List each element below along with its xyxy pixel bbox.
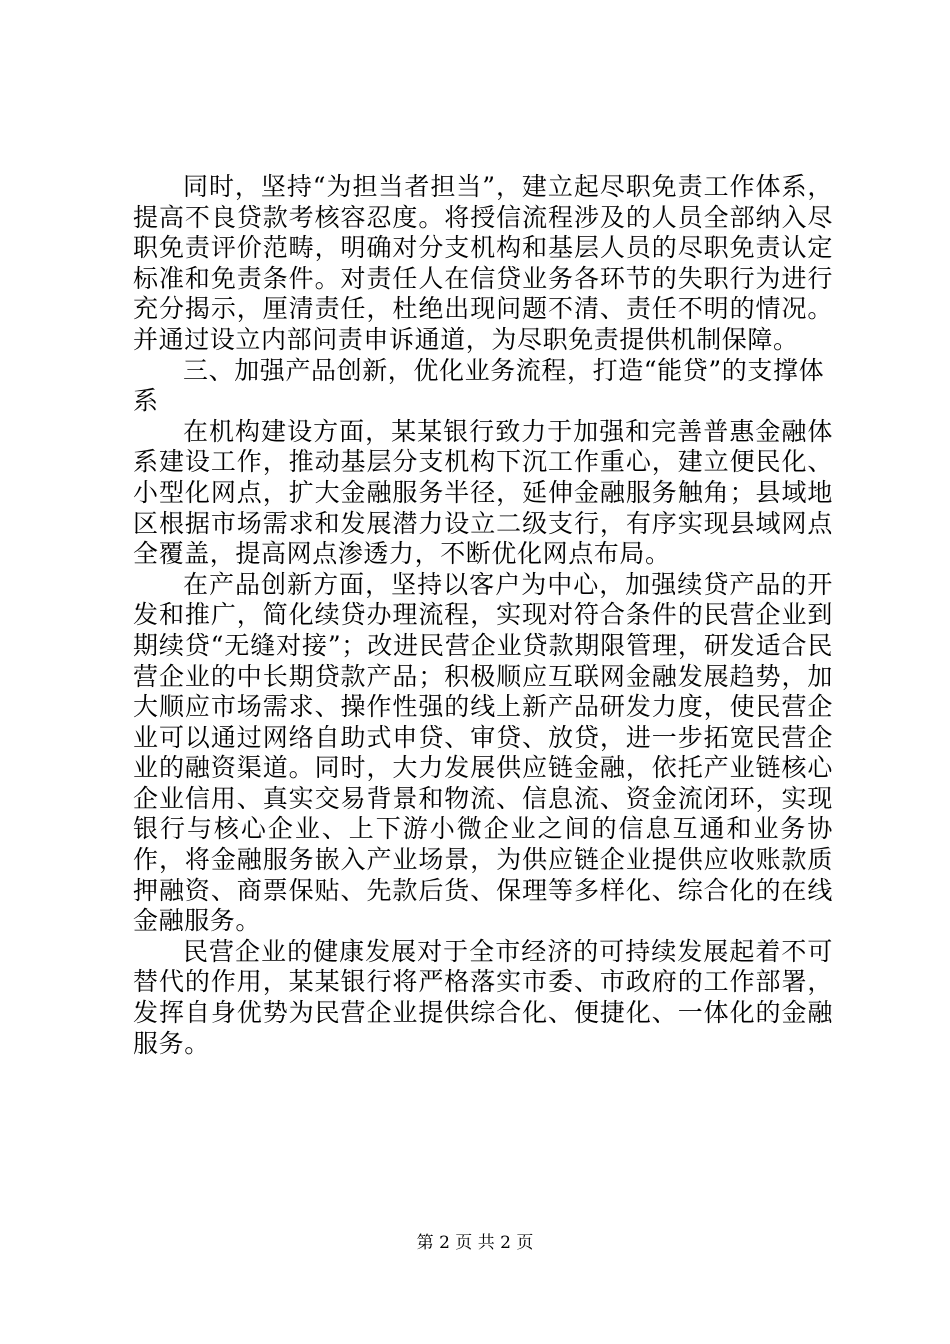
page-number-footer: 第 2 页 共 2 页 bbox=[416, 1233, 534, 1253]
paragraph-institution-building: 在机构建设方面，某某银行致力于加强和完善普惠金融体系建设工作，推动基层分支机构下沉工作重心，建立便民化、小型化网点，扩大金融服务半径，延伸金融服务触角；县域地区根据市场需求和发展潜力设立二级支行，有序实现县域网点全覆盖，提高网点渗透力，不断优化网点布局。 bbox=[133, 416, 833, 569]
paragraph-product-innovation: 在产品创新方面，坚持以客户为中心，加强续贷产品的开发和推广，简化续贷办理流程，实现对符合条件的民营企业到期续贷“无缝对接”；改进民营企业贷款期限管理，研发适合民营企业的中长期贷款产品；积极顺应互联网金融发展趋势，加大顺应市场需求、操作性强的线上新产品研发力度，使民营企业可以通过网络自助式申贷、审贷、放贷，进一步拓宽民营企业的融资渠道。同时，大力发展供应链金融，依托产业链核心企业信用、真实交易背景和物流、信息流、资金流闭环，实现银行与核心企业、上下游小微企业之间的信息互通和业务协作，将金融服务嵌入产业场景，为供应链企业提供应收账款质押融资、商票保贴、先款后货、保理等多样化、综合化的在线金融服务。 bbox=[133, 569, 833, 936]
paragraph-accountability: 同时，坚持“为担当者担当”，建立起尽职免责工作体系，提高不良贷款考核容忍度。将授信流程涉及的人员全部纳入尽职免责评价范畴，明确对分支机构和基层人员的尽职免责认定标准和免责条件。对责任人在信贷业务各环节的失职行为进行充分揭示，厘清责任，杜绝出现问题不清、责任不明的情况。并通过设立内部问责申诉通道，为尽职免责提供机制保障。 bbox=[133, 172, 833, 354]
document-body bbox=[133, 172, 833, 1059]
section-heading-product-innovation: 三、加强产品创新，优化业务流程，打造“能贷”的支撑体系 bbox=[133, 355, 825, 416]
paragraph-conclusion: 民营企业的健康发展对于全市经济的可持续发展起着不可替代的作用，某某银行将严格落实市委、市政府的工作部署，发挥自身优势为民营企业提供综合化、便捷化、一体化的金融服务。 bbox=[133, 936, 833, 1058]
